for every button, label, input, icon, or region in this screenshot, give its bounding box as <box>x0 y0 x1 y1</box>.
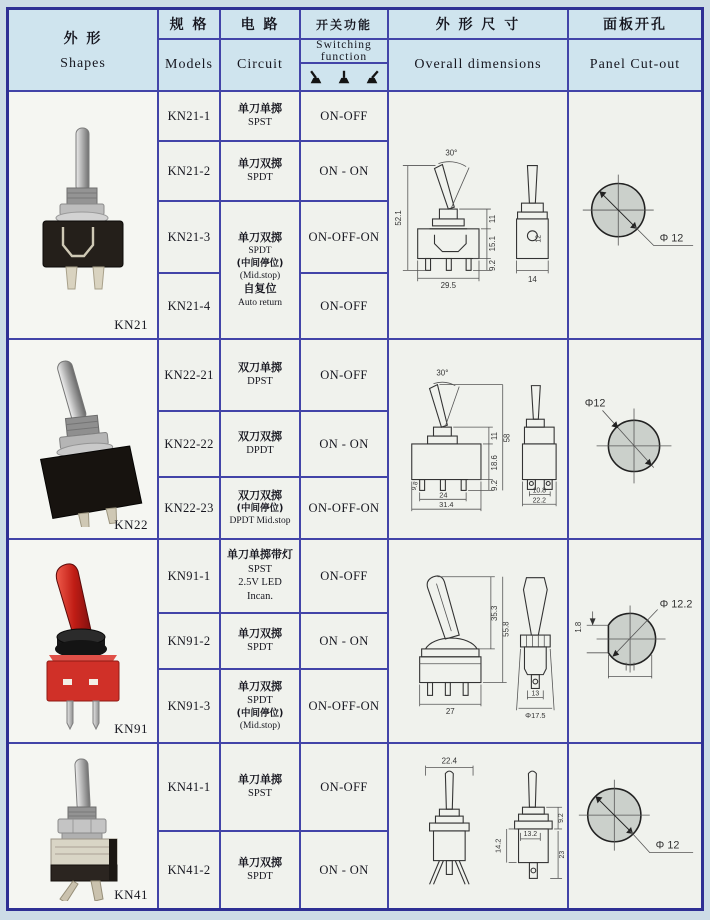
header-cutout-zh: 面板开孔 <box>569 10 701 38</box>
toggle-lever-up-icon <box>336 69 352 85</box>
circuit-kn21-1: 单刀单掷 SPST <box>221 92 299 140</box>
svg-text:14.2: 14.2 <box>493 838 503 853</box>
svg-text:9.2: 9.2 <box>489 479 499 491</box>
header-dimensions-zh: 外 形 尺 寸 <box>389 10 567 38</box>
function-kn22-22: ON - ON <box>301 412 387 476</box>
function-kn41-2: ON - ON <box>301 832 387 908</box>
svg-text:Φ 12: Φ 12 <box>659 232 684 245</box>
svg-text:9.2: 9.2 <box>487 259 497 271</box>
circuit-kn91-3: 单刀双掷 SPDT (中间停位) (Mid.stop) <box>221 670 299 742</box>
kn41-dimension-drawing <box>390 751 566 901</box>
model-kn22-23: KN22-23 <box>159 478 219 538</box>
svg-text:14: 14 <box>527 275 537 285</box>
model-kn41-1: KN41-1 <box>159 744 219 830</box>
model-kn41-2: KN41-2 <box>159 832 219 908</box>
series-label: KN22 <box>114 517 148 532</box>
model-kn21-2: KN21-2 <box>159 142 219 200</box>
model-kn22-21: KN22-21 <box>159 340 219 410</box>
toggle-lever-right-icon <box>364 69 380 85</box>
svg-text:27: 27 <box>445 707 455 717</box>
svg-text:12: 12 <box>535 234 543 243</box>
toggle-lever-left-icon <box>308 69 324 85</box>
kn22-panel-cutout-cell <box>569 340 701 538</box>
svg-text:Φ 12: Φ 12 <box>655 839 680 852</box>
function-kn91-1: ON-OFF <box>301 540 387 612</box>
kn22-photo-cell <box>9 340 157 538</box>
kn91-dimension-drawing-cell <box>389 540 567 742</box>
kn91-switch-photo <box>13 549 153 733</box>
model-kn91-1: KN91-1 <box>159 540 219 612</box>
function-kn22-21: ON-OFF <box>301 340 387 410</box>
function-kn41-1: ON-OFF <box>301 744 387 830</box>
svg-text:35.3: 35.3 <box>489 605 499 622</box>
model-kn22-22: KN22-22 <box>159 412 219 476</box>
kn21-switch-photo <box>13 110 153 320</box>
svg-text:31.4: 31.4 <box>439 500 454 510</box>
header-function-icons <box>301 64 387 90</box>
svg-text:58: 58 <box>502 433 512 443</box>
circuit-kn21-2: 单刀双掷 SPDT <box>221 142 299 200</box>
header-circuit-en: Circuit <box>221 40 299 90</box>
series-label: KN41 <box>114 887 148 902</box>
kn22-dimension-drawing-cell <box>389 340 567 538</box>
header-models-zh: 规 格 <box>159 10 219 38</box>
circuit-kn91-1: 单刀单掷带灯 SPST 2.5V LED Incan. <box>221 540 299 612</box>
svg-text:9.8: 9.8 <box>410 480 420 492</box>
svg-text:11: 11 <box>489 431 499 441</box>
svg-text:13.2: 13.2 <box>523 830 538 838</box>
svg-text:22.4: 22.4 <box>441 756 458 766</box>
header-dimensions-en: Overall dimensions <box>389 40 567 90</box>
kn41-panel-cutout-cell <box>569 744 701 908</box>
kn21-panel-cutout-cell <box>569 92 701 338</box>
kn22-switch-photo <box>13 351 153 527</box>
svg-text:Φ 12.2: Φ 12.2 <box>659 598 693 611</box>
kn41-dimension-drawing-cell <box>389 744 567 908</box>
svg-text:15.1: 15.1 <box>487 235 497 252</box>
kn91-panel-cutout-drawing <box>569 551 701 731</box>
kn21-dimension-drawing <box>390 139 566 291</box>
function-kn21-3: ON-OFF-ON <box>301 202 387 272</box>
svg-text:24: 24 <box>439 490 448 500</box>
model-kn91-2: KN91-2 <box>159 614 219 668</box>
svg-text:55.8: 55.8 <box>501 621 511 637</box>
kn91-panel-cutout-cell <box>569 540 701 742</box>
circuit-kn21-3-4: 单刀双掷 SPDT (中间停位) (Mid.stop) 自复位 Auto return <box>221 202 299 338</box>
header-shapes <box>9 10 157 90</box>
function-kn21-4: ON-OFF <box>301 274 387 338</box>
svg-text:52.1: 52.1 <box>393 210 403 226</box>
switch-catalog-table <box>6 7 704 911</box>
svg-text:22.2: 22.2 <box>532 497 547 505</box>
kn21-panel-cutout-drawing <box>569 130 701 300</box>
svg-text:30°: 30° <box>436 368 449 378</box>
svg-text:9.2: 9.2 <box>558 813 566 823</box>
function-kn91-3: ON-OFF-ON <box>301 670 387 742</box>
kn21-dimension-drawing-cell <box>389 92 567 338</box>
function-kn21-2: ON - ON <box>301 142 387 200</box>
series-label: KN91 <box>114 721 148 736</box>
kn21-photo-cell <box>9 92 157 338</box>
header-function-en: Switching function <box>301 40 387 62</box>
kn91-photo-cell <box>9 540 157 742</box>
function-kn22-23: ON-OFF-ON <box>301 478 387 538</box>
circuit-kn22-21: 双刀单掷 DPST <box>221 340 299 410</box>
function-kn91-2: ON - ON <box>301 614 387 668</box>
series-label: KN21 <box>114 317 148 332</box>
header-shapes-en: Shapes <box>60 56 106 71</box>
kn41-panel-cutout-drawing <box>569 751 701 901</box>
kn41-switch-photo <box>13 751 153 901</box>
circuit-kn22-23: 双刀双掷 (中间停位) DPDT Mid.stop <box>221 478 299 538</box>
svg-text:Φ12: Φ12 <box>584 397 606 410</box>
header-function-zh: 开关功能 <box>301 10 387 38</box>
kn22-dimension-drawing <box>390 363 566 515</box>
header-cutout-en: Panel Cut-out <box>569 40 701 90</box>
header-models-en: Models <box>159 40 219 90</box>
svg-text:23: 23 <box>559 850 566 859</box>
circuit-kn91-2: 单刀双掷 SPDT <box>221 614 299 668</box>
header-circuit-zh: 电 路 <box>221 10 299 38</box>
svg-text:18.6: 18.6 <box>489 455 499 471</box>
kn22-panel-cutout-drawing <box>569 354 701 524</box>
model-kn21-1: KN21-1 <box>159 92 219 140</box>
svg-text:Φ17.5: Φ17.5 <box>525 711 546 721</box>
svg-text:29.5: 29.5 <box>440 281 457 291</box>
circuit-kn41-2: 单刀双掷 SPDT <box>221 832 299 908</box>
circuit-kn41-1: 单刀单掷 SPST <box>221 744 299 830</box>
svg-text:11: 11 <box>487 214 497 224</box>
model-kn21-3: KN21-3 <box>159 202 219 272</box>
kn91-dimension-drawing <box>390 559 566 723</box>
svg-text:13: 13 <box>531 690 540 698</box>
function-kn21-1: ON-OFF <box>301 92 387 140</box>
svg-text:30°: 30° <box>445 148 458 158</box>
svg-text:1.8: 1.8 <box>573 621 583 633</box>
circuit-kn22-22: 双刀双掷 DPDT <box>221 412 299 476</box>
model-kn91-3: KN91-3 <box>159 670 219 742</box>
kn41-photo-cell <box>9 744 157 908</box>
header-shapes-zh: 外 形 <box>63 31 103 47</box>
svg-text:10.8: 10.8 <box>532 487 547 495</box>
model-kn21-4: KN21-4 <box>159 274 219 338</box>
